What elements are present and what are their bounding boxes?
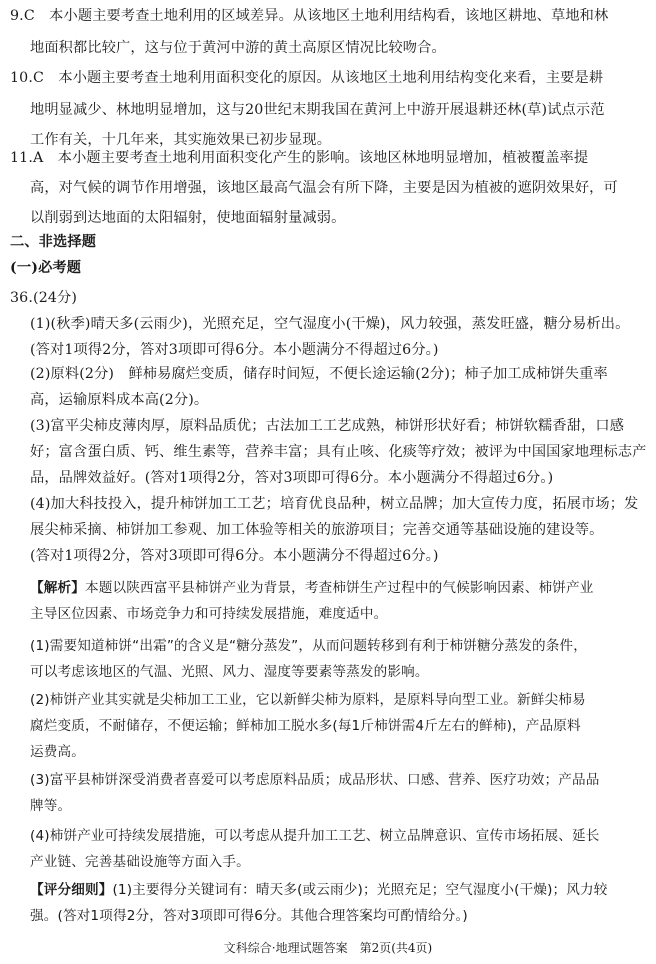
question-header: 36.(24分) <box>10 290 78 306</box>
text-line: 地面积都比较广，这与位于黄河中游的黄土高原区情况比较吻合。 <box>30 40 446 56</box>
analysis-line: 运费高。 <box>30 744 85 760</box>
text-line: (答对1项得2分，答对3项即可得6分。本小题满分不得超过6分。) <box>30 548 439 564</box>
text-line: 以削弱到达地面的太阳辐射，使地面辐射量减弱。 <box>30 210 346 226</box>
rubric-line <box>30 880 656 900</box>
text-line: (1)(秋季)晴天多(云雨少)，光照充足，空气湿度小(干燥)，风力较强，蒸发旺盛，糖分易析出。 <box>30 316 630 332</box>
text-line: 展尖柿采摘、柿饼加工参观、加工体验等相关的旅游项目；完善交通等基础设施的建设等。 <box>30 522 604 538</box>
analysis-label: 【解析】 <box>30 580 85 596</box>
analysis-line <box>30 578 656 598</box>
text-line: 9.C 本小题主要考查土地利用的区域差异。从该地区土地利用结构看，该地区耕地、草地和林 <box>10 8 609 24</box>
analysis-line: 可以考虑该地区的气温、光照、风力、湿度等要素等蒸发的影响。 <box>30 664 429 680</box>
text-line: 地明显减少、林地明显增加，这与20世纪末期我国在黄河上中游开展退耕还林(草)试点示范 <box>30 102 605 118</box>
text-line: (2)原料(2分) 鲜柿易腐烂变质，储存时间短，不便长途运输(2分)；柿子加工成柿饼失重率 <box>30 366 608 382</box>
rubric-text: (1)主要得分关键词有：晴天多(或云雨少)；光照充足；空气湿度小(干燥)；风力较 <box>112 882 608 898</box>
text-line: 工作有关，十几年来，其实施效果已初步显现。 <box>30 132 332 148</box>
analysis-line: (3)富平县柿饼深受消费者喜爱可以考虑原料品质；成品形状、口感、营养、医疗功效；产品品 <box>30 772 600 788</box>
section-title: 二、非选择题 <box>10 234 97 250</box>
analysis-line: (1)需要知道柿饼“出霜”的含义是“糖分蒸发”，从而问题转移到有利于柿饼糖分蒸发的条件， <box>30 638 587 654</box>
analysis-line: 牌等。 <box>30 798 72 814</box>
text-line: 高，运输原料成本高(2分)。 <box>30 392 209 408</box>
text-line: 好；富含蛋白质、钙、维生素等，营养丰富；具有止咳、化痰等疗效；被评为中国国家地理标志产 <box>30 444 647 460</box>
text-line: (3)富平尖柿皮薄肉厚，原料品质优；古法加工工艺成熟，柿饼形状好看；柿饼软糯香甜，口感 <box>30 418 625 434</box>
analysis-line: 产业链、完善基础设施等方面入手。 <box>30 854 250 870</box>
analysis-line: (2)柿饼产业其实就是尖柿加工工业，它以新鲜尖柿为原料，是原料导向型工业。新鲜尖柿易 <box>30 692 586 708</box>
text-line: 11.A 本小题主要考查土地利用面积变化产生的影响。该地区林地明显增加，植被覆盖率提 <box>10 150 589 166</box>
text-line: 10.C 本小题主要考查土地利用面积变化的原因。从该地区土地利用结构变化来看，主要是耕 <box>10 70 604 86</box>
analysis-line: 腐烂变质，不耐储存，不便运输；鲜柿加工脱水多(每1斤柿饼需4斤左右的鲜柿)，产品原料 <box>30 718 581 734</box>
text-line: 品，品牌效益好。(答对1项得2分，答对3项即可得6分。本小题满分不得超过6分。) <box>30 470 554 486</box>
rubric-label: 【评分细则】 <box>30 882 113 898</box>
analysis-intro-text: 本题以陕西富平县柿饼产业为背景，考查柿饼生产过程中的气候影响因素、柿饼产业 <box>84 580 594 596</box>
text-line: 高，对气候的调节作用增强，该地区最高气温会有所下降，主要是因为植被的遮阴效果好，可 <box>30 180 618 196</box>
page-footer: 文科综合·地理试题答案 第2页(共4页) <box>223 941 433 955</box>
text-line: (答对1项得2分，答对3项即可得6分。本小题满分不得超过6分。) <box>30 342 439 358</box>
analysis-line: 主导区位因素、市场竞争力和可持续发展措施，难度适中。 <box>30 606 388 622</box>
subsection-title: (一)必考题 <box>10 260 82 276</box>
text-line: (4)加大科技投入，提升柿饼加工工艺；培育优良品种，树立品牌；加大宣传力度，拓展市场；发 <box>30 496 639 512</box>
rubric-line: 强。(答对1项得2分，答对3项即可得6分。其他合理答案均可酌情给分。) <box>30 908 468 924</box>
analysis-line: (4)柿饼产业可持续发展措施，可以考虑从提升加工工艺、树立品牌意识、宣传市场拓展、延长 <box>30 828 600 844</box>
